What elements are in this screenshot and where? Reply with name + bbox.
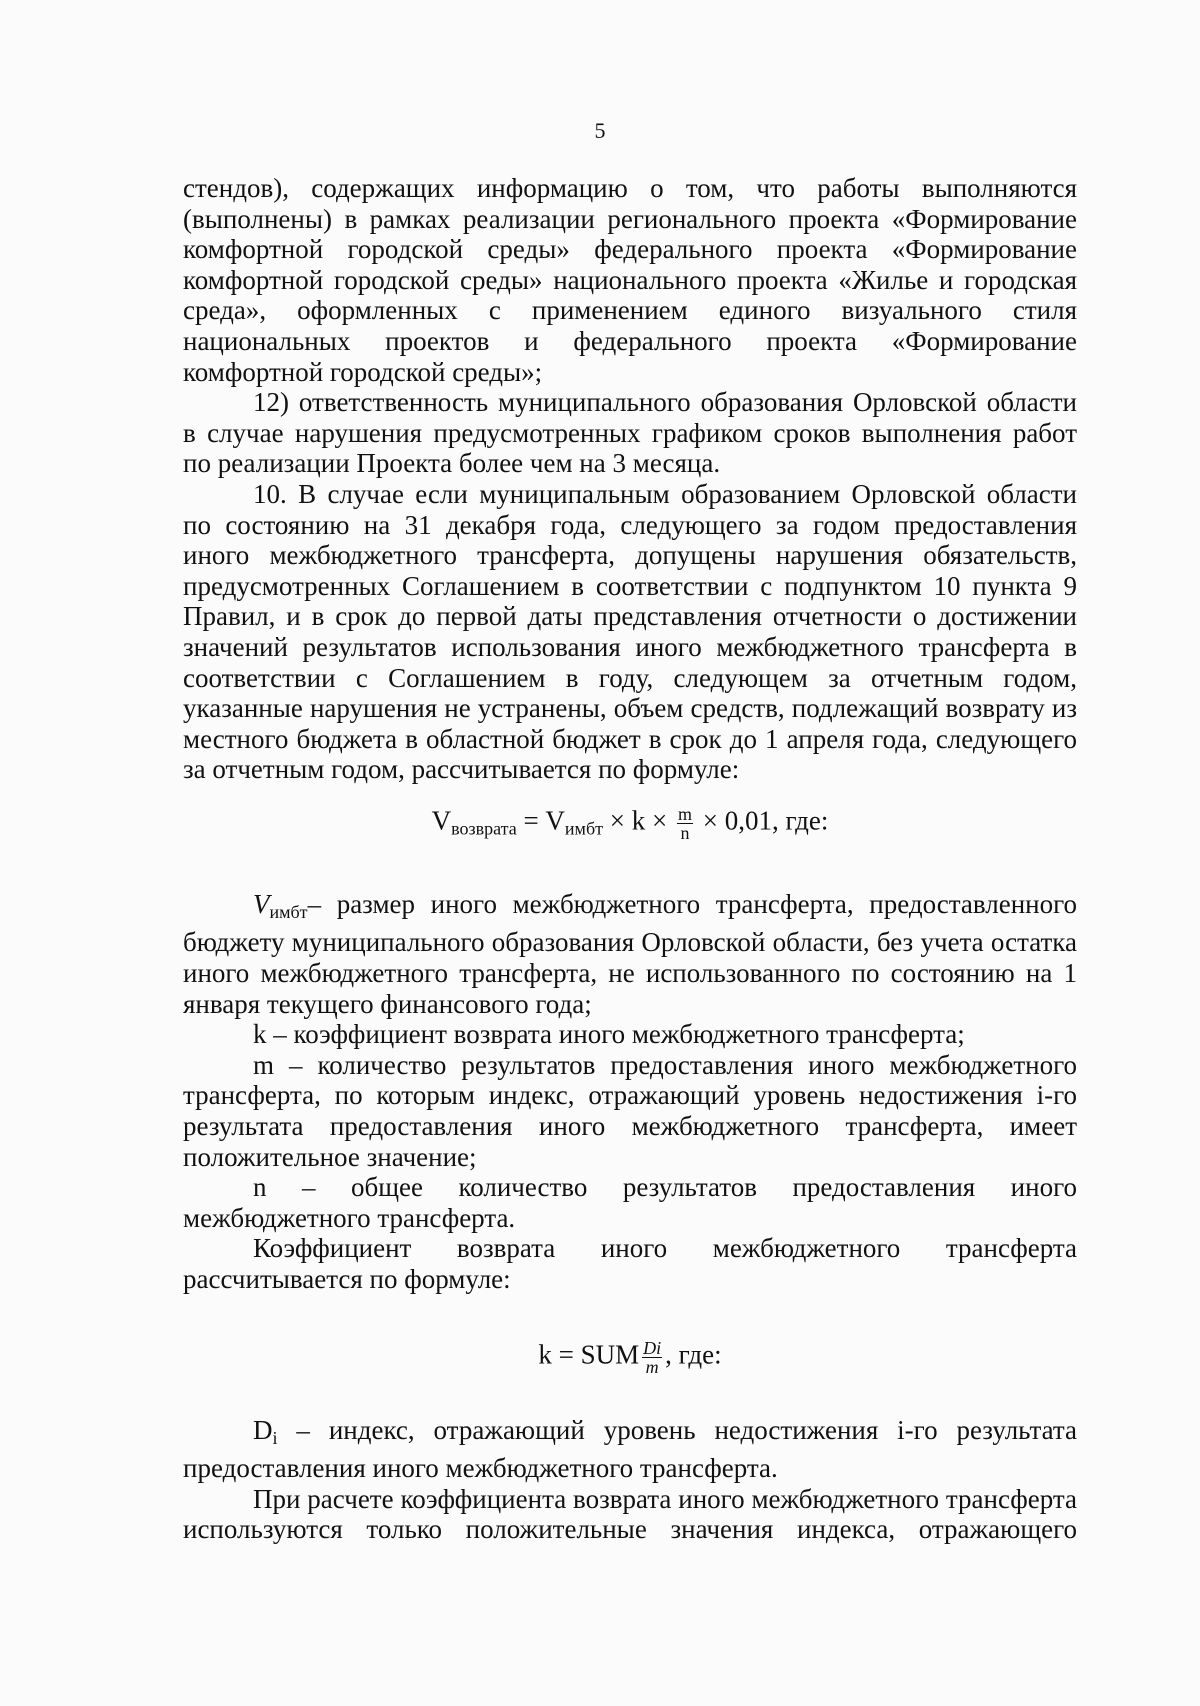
formula-return-volume: $V_{возврата} = V_{имбт} \times k$ × $\frac{m}{n}$ × 0,01, где: [431,803,829,843]
paragraph-clause-10: 10. В случае если муниципальным образованием Орловской области по состоянию на 31 декабря года, следующего за годом предоставления иного межбюджетного трансферта, допущены нарушения обязательств, предусмотренных Соглашением в соответствии с подпунктом 10 пункта 9 Правил, и в срок до первой даты представления отчетности о достижении значений результатов использования иного межбюджетного трансферта в соответствии с Соглашением в году, следующем за отчетным годом, указанные нарушения не устранены, объем средств, подлежащий возврату из местного бюджета в областной бюджет в срок до 1 апреля года, следующего за отчетным годом, рассчитывается по формуле: [183,478,1077,785]
fraction-di-over-m: $\frac{Di}{m}$ [643,1337,662,1377]
paragraph-stands: стендов), содержащих информацию о том, что работы выполняются (выполнены) в рамках реализации регионального проекта «Формирование комфортной городской среды» федерального проекта «Формирование комфортной городской среды» национального проекта «Жилье и городская среда», оформленных с применением единого визуального стиля национальных проектов и федерального проекта «Формирование комфортной городской среды»; [183,173,1077,387]
definition-di: $D_i$ – индекс, отражающий уровень недостижения i-го результата предоставления иного межбюджетного трансферта. [183,1414,1077,1484]
definition-m: m – количество результатов предоставления иного межбюджетного трансферта, по которым индекс, отражающий уровень недостижения i-го результата предоставления иного межбюджетного трансферта, имеет положительное значение; [183,1049,1077,1172]
paragraph-coefficient-intro: Коэффициент возврата иного межбюджетного трансферта рассчитывается по формуле: [183,1233,1077,1294]
definition-n: n – общее количество результатов предоставления иного межбюджетного трансферта. [183,1172,1077,1233]
definition-k: k – коэффициент возврата иного межбюджетного трансферта; [253,1019,965,1050]
document-body [183,173,1077,1545]
page-number: 5 [594,118,606,143]
paragraph-item-12: 12) ответственность муниципального образования Орловской области в случае нарушения предусмотренных графиком сроков выполнения работ по реализации Проекта более чем на 3 месяца. [183,387,1077,479]
paragraph-positive-values: При расчете коэффициента возврата иного межбюджетного трансферта используются только положительные значения индекса, отражающего [183,1483,1077,1545]
formula-coefficient: k = SUM $\frac{Di}{m}$ , где: [538,1337,722,1377]
fraction-m-over-n: $\frac{m}{n}$ [677,803,692,843]
definition-v-imbt: $V_{имбт}-$ размер иного межбюджетного трансферта, предоставленного бюджету муниципального образования Орловской области, без учета остатка иного межбюджетного трансферта, не использованного по состоянию на 1 января текущего финансового года; [183,888,1077,1019]
